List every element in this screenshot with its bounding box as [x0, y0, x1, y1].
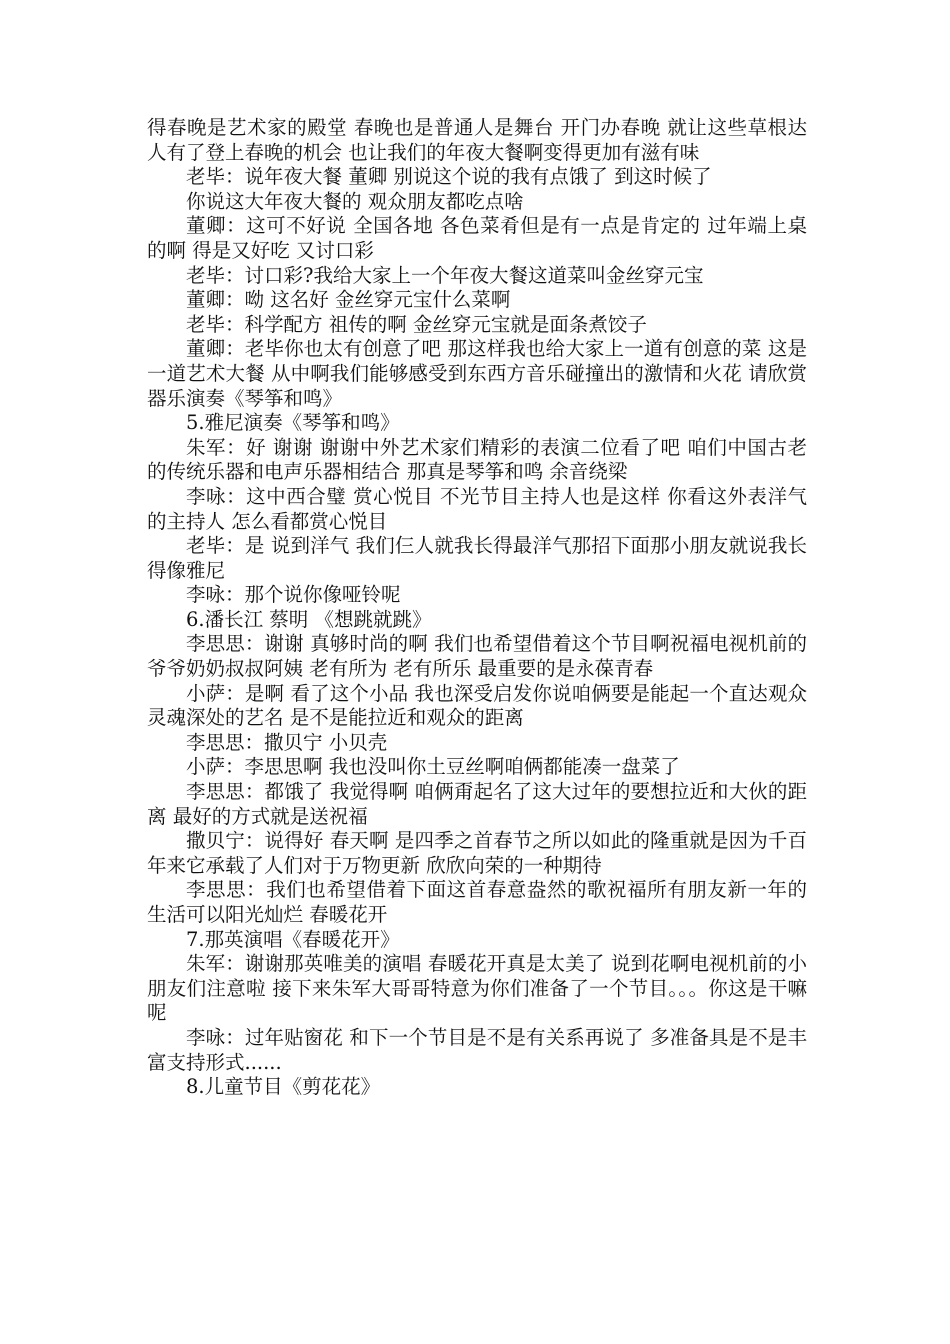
- program-heading-7: 7.那英演唱《春暖花开》: [186, 927, 400, 951]
- paragraph-lisisi-3: 李思思：都饿了 我觉得啊 咱俩甭起名了这大过年的要想拉近和大伙的距离 最好的方式就是送祝福: [147, 780, 807, 828]
- paragraph-liyong-3: 李咏：过年贴窗花 和下一个节目是不是有关系再说了 多准备具是不是丰富支持形式......: [147, 1025, 807, 1074]
- document-page: [147, 116, 807, 1100]
- paragraph-laobi-1: 老毕：说年夜大餐 董卿 别说这个说的我有点饿了 到这时候了: [186, 165, 712, 189]
- paragraph-sabeining-1: 撒贝宁：说得好 春天啊 是四季之首春节之所以如此的隆重就是因为千百年来它承载了人们对于万物更新 欣欣向荣的一种期待: [147, 829, 807, 877]
- paragraph-lisisi-1: 李思思：谢谢 真够时尚的啊 我们也希望借着这个节目啊祝福电视机前的爷爷奶奶叔叔阿姨 老有所为 老有所乐 最重要的是永葆青春: [147, 632, 807, 681]
- paragraph-laobi-2: 你说这大年夜大餐的 观众朋友都吃点啥: [186, 189, 524, 213]
- paragraph-lisisi-2: 李思思：撒贝宁 小贝壳: [186, 730, 388, 754]
- paragraph-laobi-3: 老毕：讨口彩?我给大家上一个年夜大餐这道菜叫金丝穿元宝: [186, 263, 704, 287]
- program-heading-6: 6.潘长江 蔡明 《想跳就跳》: [186, 607, 432, 631]
- paragraph-xiaosa-2: 小萨：李思思啊 我也没叫你土豆丝啊咱俩都能凑一盘菜了: [186, 755, 680, 779]
- paragraph-dongqing-3: 董卿：老毕你也太有创意了吧 那这样我也给大家上一道有创意的菜 这是一道艺术大餐 从中啊我们能够感受到东西方音乐碰撞出的激情和火花 请欣赏器乐演奏《琴筝和鸣》: [147, 337, 807, 410]
- paragraph-laobi-5: 老毕：是 说到洋气 我们仨人就我长得最洋气那招下面那小朋友就说我长得像雅尼: [147, 534, 807, 582]
- paragraph-dongqing-2: 董卿：呦 这名好 金丝穿元宝什么菜啊: [186, 288, 511, 312]
- program-heading-8: 8.儿童节目《剪花花》: [186, 1075, 381, 1099]
- paragraph-zhujun-2: 朱军：谢谢那英唯美的演唱 春暖花开真是太美了 说到花啊电视机前的小朋友们注意啦 接下来朱军大哥哥特意为你们准备了一个节目。。。你这是干嘛呢: [147, 952, 807, 1025]
- paragraph-liyong-2: 李咏：那个说你像哑铃呢: [186, 583, 401, 607]
- paragraph-laobi-4: 老毕：科学配方 祖传的啊 金丝穿元宝就是面条煮饺子: [186, 312, 647, 336]
- program-heading-5: 5.雅尼演奏《琴筝和鸣》: [186, 411, 400, 435]
- paragraph-liyong-1: 李咏：这中西合璧 赏心悦目 不光节目主持人也是这样 你看这外表洋气的主持人 怎么看都赏心悦目: [147, 484, 807, 533]
- paragraph-intro: 得春晚是艺术家的殿堂 春晚也是普通人是舞台 开门办春晚 就让这些草根达人有了登上春晚的机会 也让我们的年夜大餐啊变得更加有滋有味: [147, 116, 807, 164]
- paragraph-xiaosa-1: 小萨：是啊 看了这个小品 我也深受启发你说咱俩要是能起一个直达观众灵魂深处的艺名 是不是能拉近和观众的距离: [147, 681, 807, 730]
- paragraph-zhujun-1: 朱军：好 谢谢 谢谢中外艺术家们精彩的表演二位看了吧 咱们中国古老的传统乐器和电声乐器相结合 那真是琴筝和鸣 余音绕梁: [147, 435, 807, 484]
- paragraph-dongqing-1: 董卿：这可不好说 全国各地 各色菜肴但是有一点是肯定的 过年端上桌的啊 得是又好吃 又讨口彩: [147, 214, 807, 262]
- paragraph-lisisi-4: 李思思：我们也希望借着下面这首春意盎然的歌祝福所有朋友新一年的生活可以阳光灿烂 春暖花开: [147, 878, 807, 926]
